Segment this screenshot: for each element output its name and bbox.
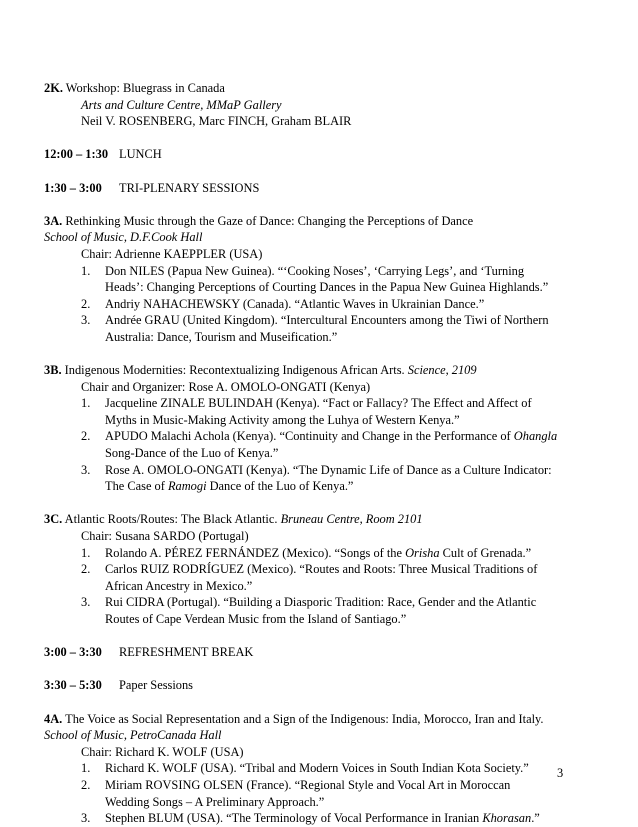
paper-line xyxy=(105,445,604,462)
session-venue-text: School of Music, PetroCanada Hall xyxy=(44,728,222,743)
paper-line xyxy=(105,395,604,412)
session-venue xyxy=(44,727,604,744)
session-chair: Chair: Susana SARDO (Portugal) xyxy=(81,529,249,544)
program-content xyxy=(44,80,604,827)
paper-item xyxy=(81,395,604,428)
session-block xyxy=(44,362,604,495)
spacer xyxy=(44,661,604,678)
paper-line xyxy=(105,561,604,578)
session-title: Rethinking Music through the Gaze of Dance: Changing the Perceptions of Dance xyxy=(62,213,474,228)
paper-number: 2. xyxy=(81,296,91,311)
paper-text: Heads’: Changing Perceptions of Courting Dances in the Papua New Guinea Highlands.” xyxy=(105,280,549,295)
paper-text: Rui CIDRA (Portugal). “Building a Diasporic Tradition: Race, Gender and the Atlantic xyxy=(105,595,537,610)
paper-number: 3. xyxy=(81,313,91,328)
spacer xyxy=(44,346,604,363)
paper-number: 2. xyxy=(81,429,91,444)
schedule-time-row xyxy=(44,180,604,197)
paper-text: Rose A. OMOLO-ONGATI (Kenya). “The Dynamic Life of Dance as a Culture Indicator: xyxy=(105,462,552,477)
paper-text: The Case of xyxy=(105,479,168,494)
paper-line xyxy=(105,412,604,429)
session-venue xyxy=(44,97,604,114)
paper-text: Miriam ROVSING OLSEN (France). “Regional Style and Vocal Art in Moroccan xyxy=(105,777,511,792)
session-title: Atlantic Roots/Routes: The Black Atlantic. xyxy=(62,512,281,527)
session-block xyxy=(44,711,604,827)
session-heading xyxy=(44,362,604,379)
page-number: 3 xyxy=(557,766,564,780)
paper-line xyxy=(105,478,604,495)
paper-line xyxy=(105,760,604,777)
paper-list xyxy=(44,395,604,495)
paper-text: Song-Dance of the Luo of Kenya.” xyxy=(105,446,279,461)
session-venue xyxy=(44,229,604,246)
paper-line xyxy=(105,578,604,595)
paper-text: Routes of Cape Verdean Music from the Island of Santiago.” xyxy=(105,612,407,626)
paper-text: Rolando A. PÉREZ FERNÁNDEZ (Mexico). “Songs of the xyxy=(105,545,406,560)
paper-line xyxy=(105,296,604,313)
paper-line xyxy=(105,428,604,445)
paper-item xyxy=(81,462,604,495)
paper-text: Carlos RUIZ RODRÍGUEZ (Mexico). “Routes and Roots: Three Musical Traditions of xyxy=(105,562,538,577)
paper-text: Andrée GRAU (United Kingdom). “Intercultural Encounters among the Tiwi of Northern xyxy=(105,313,549,328)
time-slot-label: REFRESHMENT BREAK xyxy=(119,645,254,660)
time-slot: 1:30 – 3:00 xyxy=(44,180,102,195)
time-slot: 3:30 – 5:30 xyxy=(44,678,102,693)
paper-item xyxy=(81,296,604,313)
paper-text: Richard K. WOLF (USA). “Tribal and Modern Voices in South Indian Kota Society.” xyxy=(105,761,529,776)
paper-list xyxy=(44,545,604,628)
spacer xyxy=(44,130,604,147)
paper-number: 1. xyxy=(81,396,91,411)
paper-line xyxy=(105,279,604,296)
time-slot-label: Paper Sessions xyxy=(119,678,193,693)
time-slot-label: LUNCH xyxy=(119,147,162,162)
time-slot-label: TRI-PLENARY SESSIONS xyxy=(119,180,260,195)
paper-number: 3. xyxy=(81,595,91,610)
session-venue: Science, 2109 xyxy=(407,363,477,378)
paper-line xyxy=(105,777,604,794)
spacer xyxy=(44,694,604,711)
paper-item xyxy=(81,312,604,345)
italic-term: Orisha xyxy=(405,545,440,560)
paper-item xyxy=(81,545,604,562)
paper-item xyxy=(81,594,604,627)
paper-list xyxy=(44,760,604,826)
session-code: 2K. xyxy=(44,81,63,95)
session-title: Indigenous Modernities: Recontextualizing Indigenous African Arts. xyxy=(61,363,408,378)
paper-text: Cult of Grenada.” xyxy=(439,545,532,560)
paper-text: .” xyxy=(531,811,540,826)
schedule-time-row xyxy=(44,644,604,661)
paper-item xyxy=(81,777,604,810)
time-slot: 3:00 – 3:30 xyxy=(44,645,102,660)
schedule-time-row xyxy=(44,146,604,163)
session-chair: Chair: Richard K. WOLF (USA) xyxy=(81,744,244,759)
paper-text: Stephen BLUM (USA). “The Terminology of Vocal Performance in Iranian xyxy=(105,811,483,826)
session-code: 3B. xyxy=(44,363,62,378)
session-venue-text: Arts and Culture Centre, MMaP Gallery xyxy=(81,97,282,112)
paper-line xyxy=(105,312,604,329)
paper-line xyxy=(105,462,604,479)
schedule-time-row xyxy=(44,677,604,694)
paper-text: Andriy NAHACHEWSKY (Canada). “Atlantic Waves in Ukrainian Dance.” xyxy=(105,296,485,311)
paper-line xyxy=(105,611,604,628)
session-heading xyxy=(44,711,604,728)
session-code: 3A. xyxy=(44,213,63,228)
session-venue: Bruneau Centre, Room 2101 xyxy=(280,512,423,527)
session-heading xyxy=(44,80,604,97)
session-heading xyxy=(44,511,604,528)
spacer xyxy=(44,163,604,180)
paper-number: 2. xyxy=(81,777,91,792)
spacer xyxy=(44,628,604,645)
session-title: The Voice as Social Representation and a Sign of the Indigenous: India, Morocco, Iran and Italy. xyxy=(62,711,544,726)
session-chair: Neil V. ROSENBERG, Marc FINCH, Graham BLAIR xyxy=(81,114,352,129)
paper-text: Don NILES (Papua New Guinea). “‘Cooking Noses’, ‘Carrying Legs’, and ‘Turning xyxy=(105,263,525,278)
paper-text: Jacqueline ZINALE BULINDAH (Kenya). “Fact or Fallacy? The Effect and Affect of xyxy=(105,396,532,411)
session-block xyxy=(44,213,604,346)
paper-text: Wedding Songs – A Preliminary Approach.” xyxy=(105,794,325,809)
paper-line xyxy=(105,594,604,611)
paper-number: 1. xyxy=(81,263,91,278)
paper-number: 1. xyxy=(81,545,91,560)
paper-line xyxy=(105,545,604,562)
paper-number: 3. xyxy=(81,462,91,477)
paper-item xyxy=(81,760,604,777)
italic-term: Khorasan xyxy=(482,811,532,826)
italic-term: Ramogi xyxy=(167,479,207,494)
italic-term: Ohangla xyxy=(513,429,558,444)
paper-item xyxy=(81,263,604,296)
session-block xyxy=(44,80,604,130)
session-chair: Chair: Adrienne KAEPPLER (USA) xyxy=(81,246,263,261)
session-chair: Chair and Organizer: Rose A. OMOLO-ONGATI (Kenya) xyxy=(81,379,371,394)
paper-number: 2. xyxy=(81,562,91,577)
paper-number: 1. xyxy=(81,761,91,776)
paper-list xyxy=(44,263,604,346)
session-code: 4A. xyxy=(44,711,63,726)
paper-text: APUDO Malachi Achola (Kenya). “Continuity and Change in the Performance of xyxy=(105,429,514,444)
paper-text: African Ancestry in Mexico.” xyxy=(105,578,253,593)
session-block xyxy=(44,511,604,627)
paper-line xyxy=(105,263,604,280)
paper-item xyxy=(81,561,604,594)
paper-text: Dance of the Luo of Kenya.” xyxy=(206,479,354,494)
paper-number: 3. xyxy=(81,811,91,826)
paper-line xyxy=(105,810,604,827)
spacer xyxy=(44,495,604,512)
paper-text: Australia: Dance, Tourism and Museification.” xyxy=(105,329,338,344)
paper-line xyxy=(105,794,604,811)
session-venue-text: School of Music, D.F.Cook Hall xyxy=(44,230,203,245)
time-slot: 12:00 – 1:30 xyxy=(44,147,109,162)
session-heading xyxy=(44,213,604,230)
paper-item xyxy=(81,810,604,827)
paper-text: Myths in Music-Making Activity among the Luhya of Western Kenya.” xyxy=(105,412,460,427)
paper-item xyxy=(81,428,604,461)
spacer xyxy=(44,196,604,213)
paper-line xyxy=(105,329,604,346)
session-title: Workshop: Bluegrass in Canada xyxy=(62,81,225,95)
session-code: 3C. xyxy=(44,512,63,527)
